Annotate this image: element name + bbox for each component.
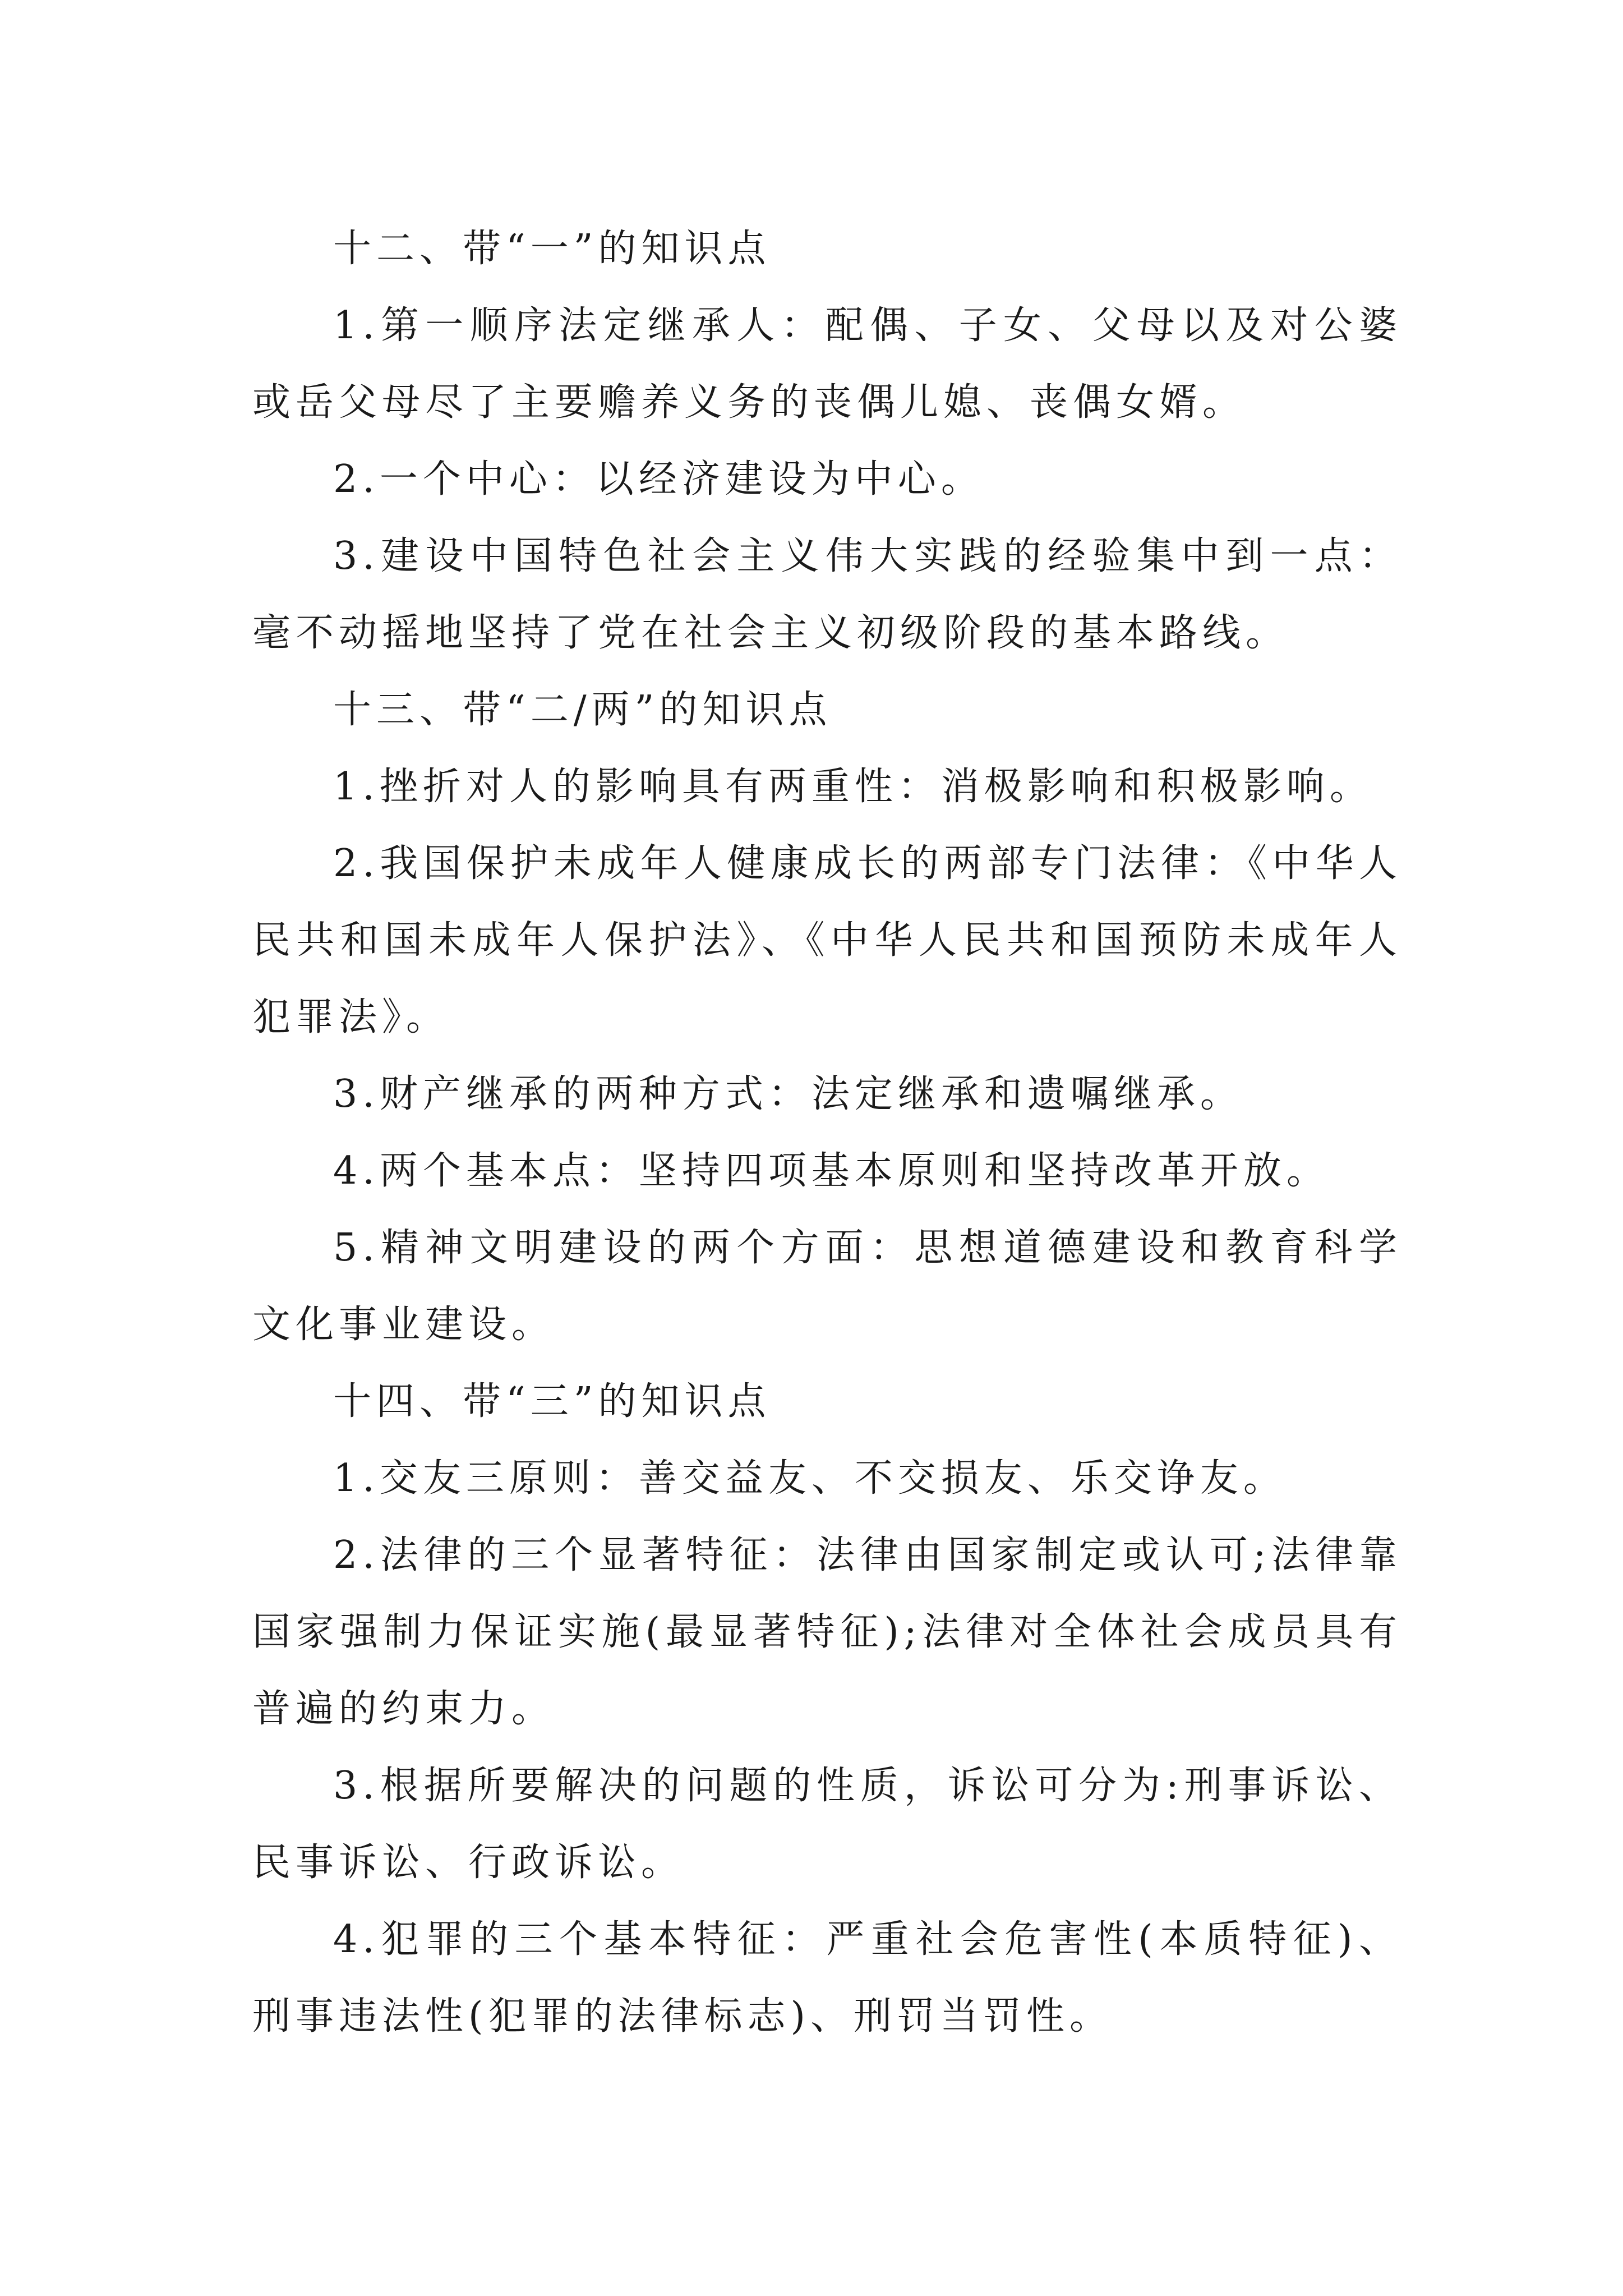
paragraph-14-4: 4.犯罪的三个基本特征：严重社会危害性(本质特征)、刑事违法性(犯罪的法律标志)、刑罚当罚性。 [252,1917,1402,2039]
paragraph-12-3: 3.建设中国特色社会主义伟大实践的经验集中到一点：毫不动摇地坚持了党在社会主义初级阶段的基本路线。 [252,534,1402,655]
paragraph-14-3: 3.根据所要解决的问题的性质，诉讼可分为:刑事诉讼、民事诉讼、行政诉讼。 [252,1764,1402,1885]
paragraph-12-2: 2.一个中心：以经济建设为中心。 [333,457,984,501]
document-body [252,210,1402,2055]
section-heading-13: 十三、带“二/两”的知识点 [333,688,832,732]
paragraph-13-1: 1.挫折对人的影响具有两重性：消极影响和积极影响。 [333,765,1373,809]
paragraph-13-4: 4.两个基本点：坚持四项基本原则和坚持改革开放。 [333,1149,1330,1193]
section-heading-12: 十二、带“一”的知识点 [333,227,771,271]
paragraph-12-1: 1.第一顺序法定继承人：配偶、子女、父母以及对公婆或岳父母尽了主要赡养义务的丧偶儿媳、丧偶女婿。 [252,303,1402,425]
paragraph-14-1: 1.交友三原则：善交益友、不交损友、乐交诤友。 [333,1456,1287,1501]
paragraph-13-5: 5.精神文明建设的两个方面：思想道德建设和教育科学文化事业建设。 [252,1226,1402,1347]
paragraph-13-2: 2.我国保护未成年人健康成长的两部专门法律：《中华人民共和国未成年人保护法》、《中华人民共和国预防未成年人犯罪法》。 [252,841,1402,1039]
section-heading-14: 十四、带“三”的知识点 [333,1379,771,1424]
paragraph-14-2: 2.法律的三个显著特征：法律由国家制定或认可;法律靠国家强制力保证实施(最显著特征);法律对全体社会成员具有普遍的约束力。 [252,1533,1402,1731]
paragraph-13-3: 3.财产继承的两种方式：法定继承和遗嘱继承。 [333,1072,1243,1116]
